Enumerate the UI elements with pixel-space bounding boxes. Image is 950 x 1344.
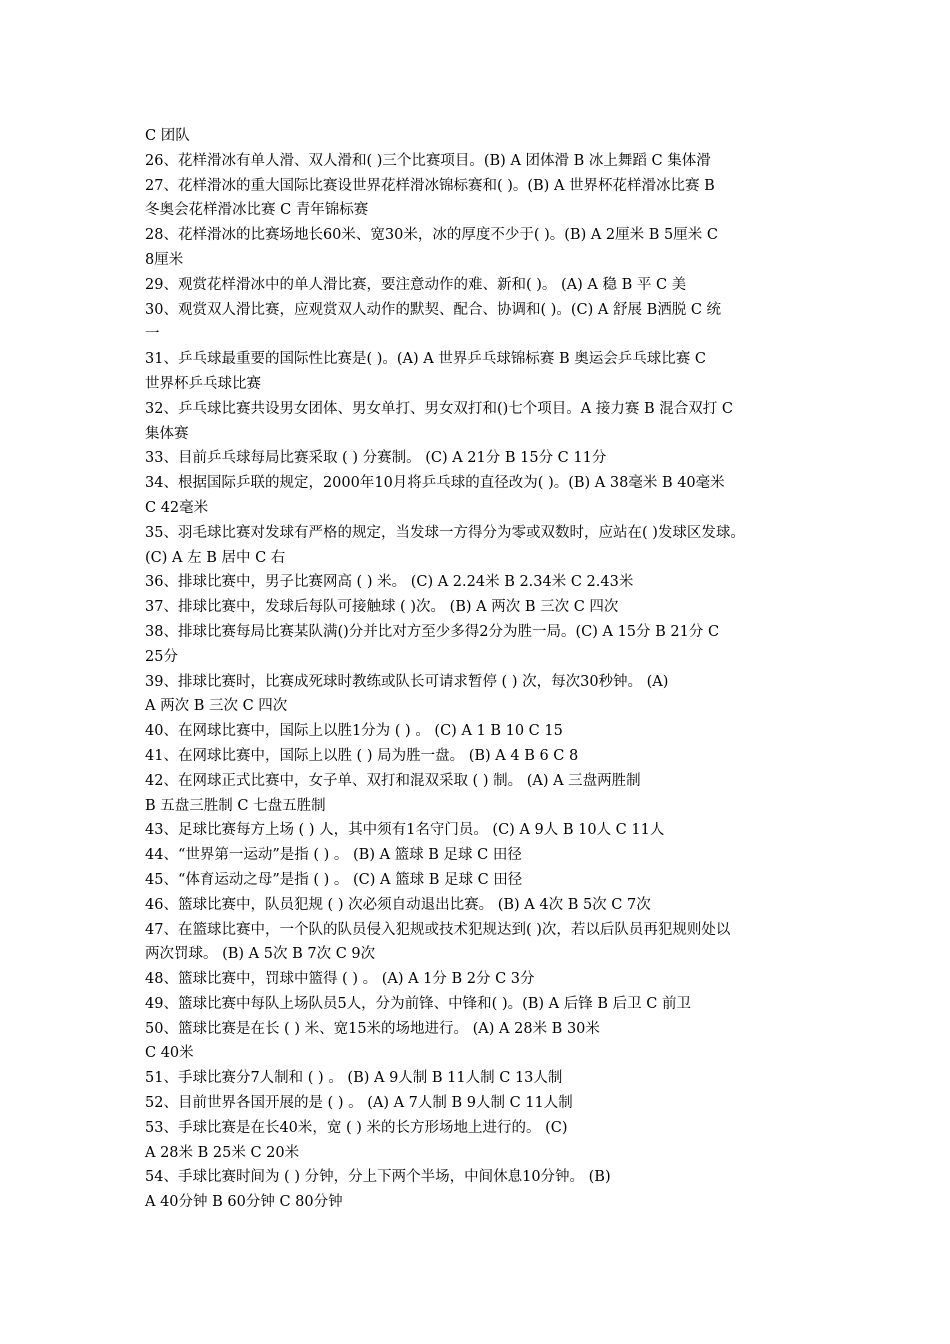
text-line: 54、手球比赛时间为 ( ) 分钟，分上下两个半场，中间休息10分钟。 (B) [145,1169,611,1186]
text-line: 47、在篮球比赛中，一个队的队员侵入犯规或技术犯规达到( )次，若以后队员再犯规则处以 [145,921,731,938]
text-line: 34、根据国际乒联的规定，2000年10月将乒乓球的直径改为( )。(B) A 38毫米 B 40毫米 [145,475,725,492]
text-line: 42、在网球正式比赛中，女子单、双打和混双采取 ( ) 制。 (A) A 三盘两胜制 [145,772,641,789]
text-line: 41、在网球比赛中，国际上以胜 ( ) 局为胜一盘。 (B) A 4 B 6 C 8 [145,747,579,764]
text-line: 48、篮球比赛中，罚球中篮得 ( ) 。 (A) A 1分 B 2分 C 3分 [145,971,535,988]
text-line: A 28米 B 25米 C 20米 [145,1144,300,1161]
text-line: 29、观赏花样滑冰中的单人滑比赛，要注意动作的难、新和( )。 (A) A 稳 B 平 C 美 [145,276,687,293]
text-line: 43、足球比赛每方上场 ( ) 人，其中须有1名守门员。 (C) A 9人 B 10人 C 11人 [145,822,665,839]
text-line: 49、篮球比赛中每队上场队员5人，分为前锋、中锋和( )。(B) A 后锋 B 后卫 C 前卫 [145,995,691,1012]
text-line: 31、乒乓球最重要的国际性比赛是( )。(A) A 世界乒乓球锦标赛 B 奥运会乒乓球比赛 C [145,351,706,368]
text-line: 27、花样滑冰的重大国际比赛设世界花样滑冰锦标赛和( )。(B) A 世界杯花样滑冰比赛 B [145,177,715,194]
text-line: 35、羽毛球比赛对发球有严格的规定，当发球一方得分为零或双数时，应站在( )发球区发球。 [145,524,745,541]
text-line: 28、花样滑冰的比赛场地长60米、宽30米，冰的厚度不少于( )。(B) A 2厘米 B 5厘米 C [145,227,718,244]
text-line: 50、篮球比赛是在长 ( ) 米、宽15米的场地进行。 (A) A 28米 B 30米 [145,1020,600,1037]
text-line: 44、“世界第一运动”是指 ( ) 。 (B) A 篮球 B 足球 C 田径 [145,847,522,864]
text-line: 46、篮球比赛中，队员犯规 ( ) 次必须自动退出比赛。 (B) A 4次 B 5次 C 7次 [145,896,651,913]
text-line: 45、“体育运动之母”是指 ( ) 。 (C) A 篮球 B 足球 C 田径 [145,871,523,888]
text-line: 一 [145,326,160,343]
text-line: 40、在网球比赛中，国际上以胜1分为 ( ) 。 (C) A 1 B 10 C 15 [145,723,563,740]
text-line: 53、手球比赛是在长40米，宽 ( ) 米的长方形场地上进行的。 (C) [145,1119,568,1136]
text-line: 两次罚球。 (B) A 5次 B 7次 C 9次 [145,946,376,963]
text-line: (C) A 左 B 居中 C 右 [145,549,286,566]
text-line: 33、目前乒乓球每局比赛采取 ( ) 分赛制。 (C) A 21分 B 15分 C 11分 [145,450,607,467]
text-line: C 团队 [145,128,190,144]
text-line: 8厘米 [145,251,184,268]
text-line: 32、乒乓球比赛共设男女团体、男女单打、男女双打和()七个项目。A 接力赛 B 混合双打 C [145,400,733,417]
text-line: 世界杯乒乓球比赛 [145,375,261,392]
text-line: 38、排球比赛每局比赛某队满()分并比对方至少多得2分为胜一局。(C) A 15分 B 21分 C [145,623,720,640]
text-line: 39、排球比赛时，比赛成死球时教练或队长可请求暂停 ( ) 次，每次30秒钟。 (A) [145,673,669,690]
text-line: 26、花样滑冰有单人滑、双人滑和( )三个比赛项目。(B) A 团体滑 B 冰上舞蹈 C 集体滑 [145,152,711,169]
text-line: A 两次 B 三次 C 四次 [145,698,288,715]
document-body [145,124,825,1215]
text-line: 36、排球比赛中，男子比赛网高 ( ) 米。 (C) A 2.24米 B 2.34米 C 2.43米 [145,574,634,591]
text-line: A 40分钟 B 60分钟 C 80分钟 [145,1194,343,1211]
text-line: 30、观赏双人滑比赛，应观赏双人动作的默契、配合、协调和( )。(C) A 舒展 B洒脱 C 统 [145,301,722,318]
text-line: B 五盘三胜制 C 七盘五胜制 [145,797,326,814]
text-line: 52、目前世界各国开展的是 ( ) 。 (A) A 7人制 B 9人制 C 11人制 [145,1095,573,1112]
text-line: 25分 [145,648,178,665]
text-line: C 40米 [145,1045,194,1062]
text-line: 37、排球比赛中，发球后每队可接触球 ( )次。 (B) A 两次 B 三次 C 四次 [145,599,619,616]
text-line: C 42毫米 [145,499,209,516]
text-line: 51、手球比赛分7人制和 ( ) 。 (B) A 9人制 B 11人制 C 13人制 [145,1070,563,1087]
text-line: 集体赛 [145,425,189,442]
text-line: 冬奥会花样滑冰比赛 C 青年锦标赛 [145,202,369,219]
